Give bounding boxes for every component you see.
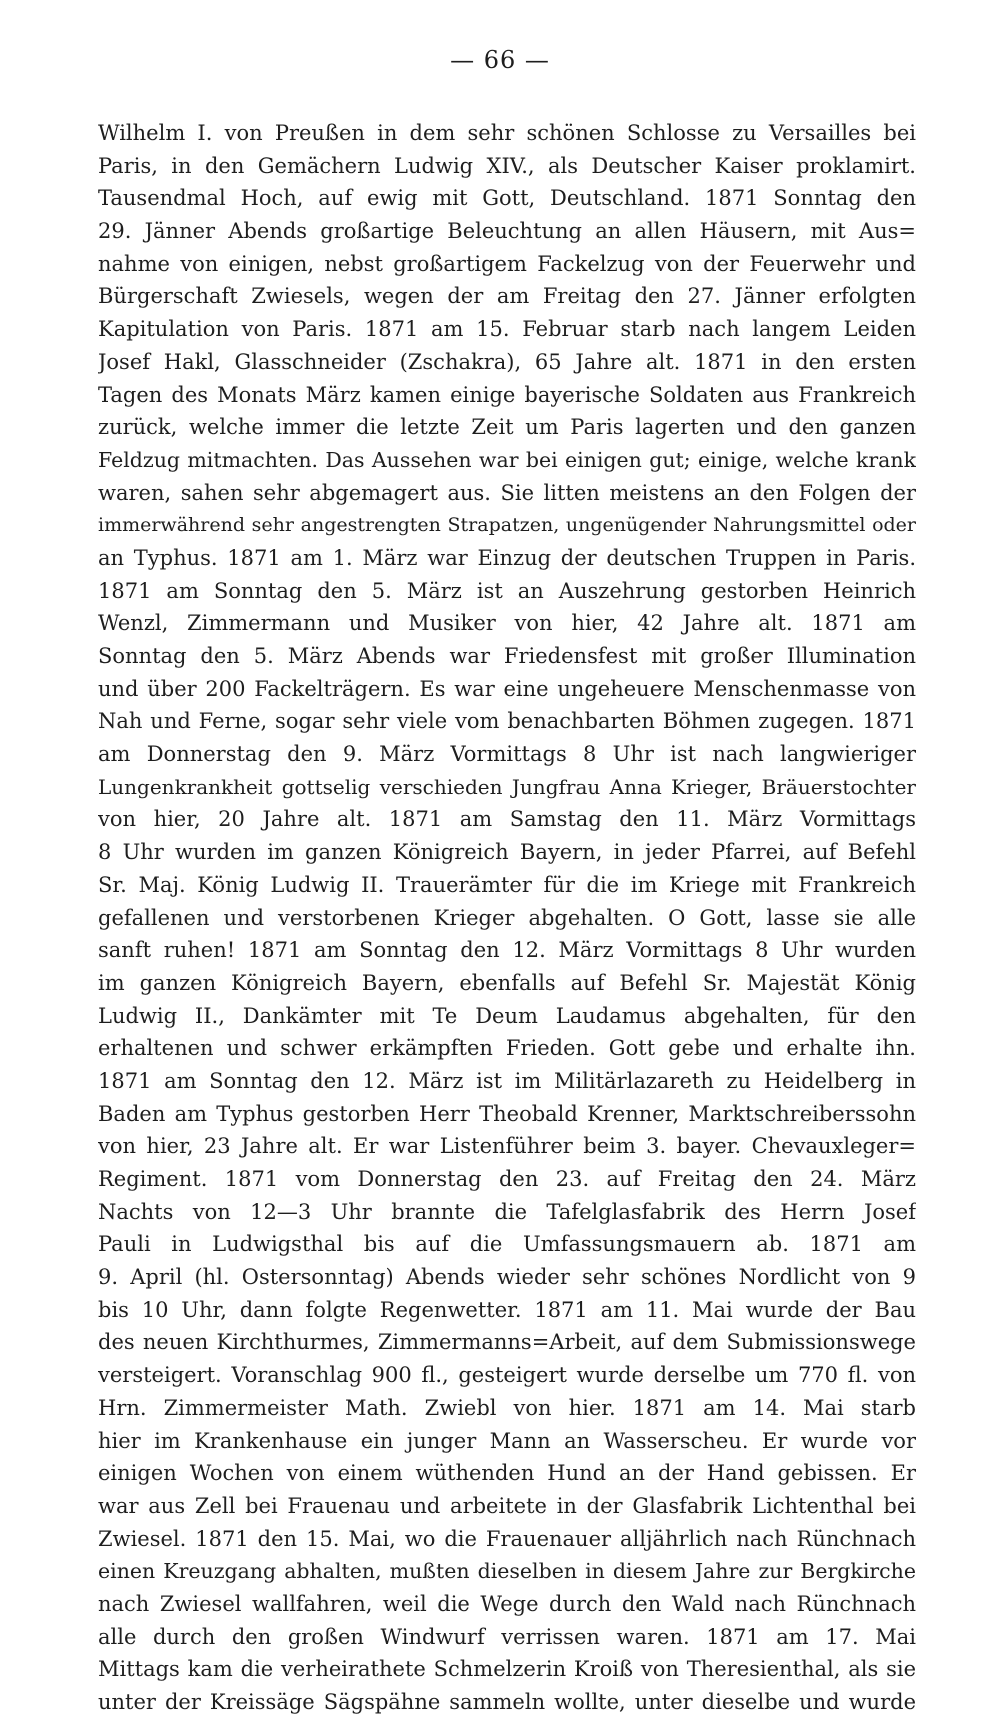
text-line: hier im Krankenhause ein junger Mann an Wasserscheu. Er wurde vor	[98, 1428, 916, 1453]
body-text	[98, 117, 916, 1719]
text-line: unter der Kreissäge Sägspähne sammeln wollte, unter dieselbe und wurde	[98, 1690, 916, 1714]
text-line: einigen Wochen von einem wüthenden Hund an der Hand gebissen. Er	[98, 1461, 916, 1486]
text-line: Feldzug mitmachten. Das Aussehen war bei einigen gut; einige, welche krank	[98, 447, 916, 472]
text-line: 9. April (hl. Ostersonntag) Abends wieder sehr schönes Nordlicht von 9	[98, 1265, 916, 1290]
text-line: sanft ruhen! 1871 am Sonntag den 12. März Vormittags 8 Uhr wurden	[98, 938, 916, 963]
text-line: einen Kreuzgang abhalten, mußten dieselben in diesem Jahre zur Bergkirche	[98, 1559, 916, 1584]
text-line: Sr. Maj. König Ludwig II. Trauerämter für die im Kriege mit Frankreich	[98, 872, 916, 897]
text-line: versteigert. Voranschlag 900 fl., gesteigert wurde derselbe um 770 fl. von	[98, 1363, 916, 1388]
text-line: von hier, 23 Jahre alt. Er war Listenführer beim 3. bayer. Chevauxleger=	[98, 1134, 916, 1159]
text-line: war aus Zell bei Frauenau und arbeitete in der Glasfabrik Lichtenthal bei	[98, 1493, 916, 1518]
text-line: Lungenkrankheit gottselig verschieden Jungfrau Anna Krieger, Bräuerstochter	[98, 774, 916, 799]
text-line: nahme von einigen, nebst großartigem Fackelzug von der Feuerwehr und	[98, 251, 916, 276]
text-line: und über 200 Fackelträgern. Es war eine ungeheuere Menschenmasse von	[98, 676, 916, 701]
text-line: von hier, 20 Jahre alt. 1871 am Samstag den 11. März Vormittags	[98, 807, 916, 832]
text-line: Regiment. 1871 vom Donnerstag den 23. auf Freitag den 24. März	[98, 1167, 916, 1191]
text-line: an Typhus. 1871 am 1. März war Einzug der deutschen Truppen in Paris.	[98, 545, 916, 570]
text-line: Bürgerschaft Zwiesels, wegen der am Freitag den 27. Jänner erfolgten	[98, 284, 916, 309]
text-line: bis 10 Uhr, dann folgte Regenwetter. 1871 am 11. Mai wurde der Bau	[98, 1297, 916, 1322]
text-line: Nah und Ferne, sogar sehr viele vom benachbarten Böhmen zugegen. 1871	[98, 709, 916, 734]
text-line: am Donnerstag den 9. März Vormittags 8 Uhr ist nach langwieriger	[98, 742, 916, 767]
text-line: des neuen Kirchthurmes, Zimmermanns=Arbeit, auf dem Submissionswege	[98, 1330, 916, 1355]
text-line: nach Zwiesel wallfahren, weil die Wege durch den Wald nach Rünchnach	[98, 1591, 916, 1616]
text-line: Josef Hakl, Glasschneider (Zschakra), 65 Jahre alt. 1871 in den ersten	[98, 349, 916, 374]
text-line: Baden am Typhus gestorben Herr Theobald Krenner, Marktschreiberssohn	[98, 1101, 916, 1126]
text-line: 1871 am Sonntag den 5. März ist an Auszehrung gestorben Heinrich	[98, 578, 916, 603]
text-line: zurück, welche immer die letzte Zeit um Paris lagerten und den ganzen	[98, 415, 916, 440]
text-line: Kapitulation von Paris. 1871 am 15. Februar starb nach langem Leiden	[98, 317, 916, 342]
text-line: Paris, in den Gemächern Ludwig XIV., als Deutscher Kaiser proklamirt.	[98, 153, 916, 178]
text-line: erhaltenen und schwer erkämpften Frieden. Gott gebe und erhalte ihn.	[98, 1036, 916, 1061]
text-line: im ganzen Königreich Bayern, ebenfalls auf Befehl Sr. Majestät König	[98, 970, 916, 995]
text-line: immerwährend sehr angestrengten Strapatzen, ungenügender Nahrungsmittel oder	[98, 514, 916, 537]
page-number: — 66 —	[450, 46, 550, 74]
text-line: Hrn. Zimmermeister Math. Zwiebl von hier. 1871 am 14. Mai starb	[98, 1395, 916, 1420]
text-line: gefallenen und verstorbenen Krieger abgehalten. O Gott, lasse sie alle	[98, 905, 916, 930]
text-line: Ludwig II., Dankämter mit Te Deum Laudamus abgehalten, für den	[98, 1003, 916, 1028]
text-line: Zwiesel. 1871 den 15. Mai, wo die Frauenauer alljährlich nach Rünchnach	[98, 1526, 916, 1551]
text-line: Mittags kam die verheirathete Schmelzerin Kroiß von Theresienthal, als sie	[98, 1657, 916, 1682]
text-line: alle durch den großen Windwurf verrissen waren. 1871 am 17. Mai	[98, 1624, 916, 1649]
text-line: Pauli in Ludwigsthal bis auf die Umfassungsmauern ab. 1871 am	[98, 1232, 916, 1257]
text-line: Wilhelm I. von Preußen in dem sehr schönen Schlosse zu Versailles bei	[98, 121, 916, 145]
text-line: Nachts von 12—3 Uhr brannte die Tafelglasfabrik des Herrn Josef	[98, 1199, 916, 1224]
text-line: Wenzl, Zimmermann und Musiker von hier, 42 Jahre alt. 1871 am	[98, 611, 916, 636]
text-line: 1871 am Sonntag den 12. März ist im Militärlazareth zu Heidelberg in	[98, 1068, 916, 1093]
text-line: waren, sahen sehr abgemagert aus. Sie litten meistens an den Folgen der	[98, 480, 916, 505]
text-line: Tagen des Monats März kamen einige bayerische Soldaten aus Frankreich	[98, 382, 916, 407]
text-line: Sonntag den 5. März Abends war Friedensfest mit großer Illumination	[98, 644, 916, 668]
text-line: 29. Jänner Abends großartige Beleuchtung an allen Häusern, mit Aus=	[98, 219, 916, 244]
text-line: 8 Uhr wurden im ganzen Königreich Bayern, in jeder Pfarrei, auf Befehl	[98, 840, 916, 865]
text-line: Tausendmal Hoch, auf ewig mit Gott, Deutschland. 1871 Sonntag den	[98, 186, 916, 211]
